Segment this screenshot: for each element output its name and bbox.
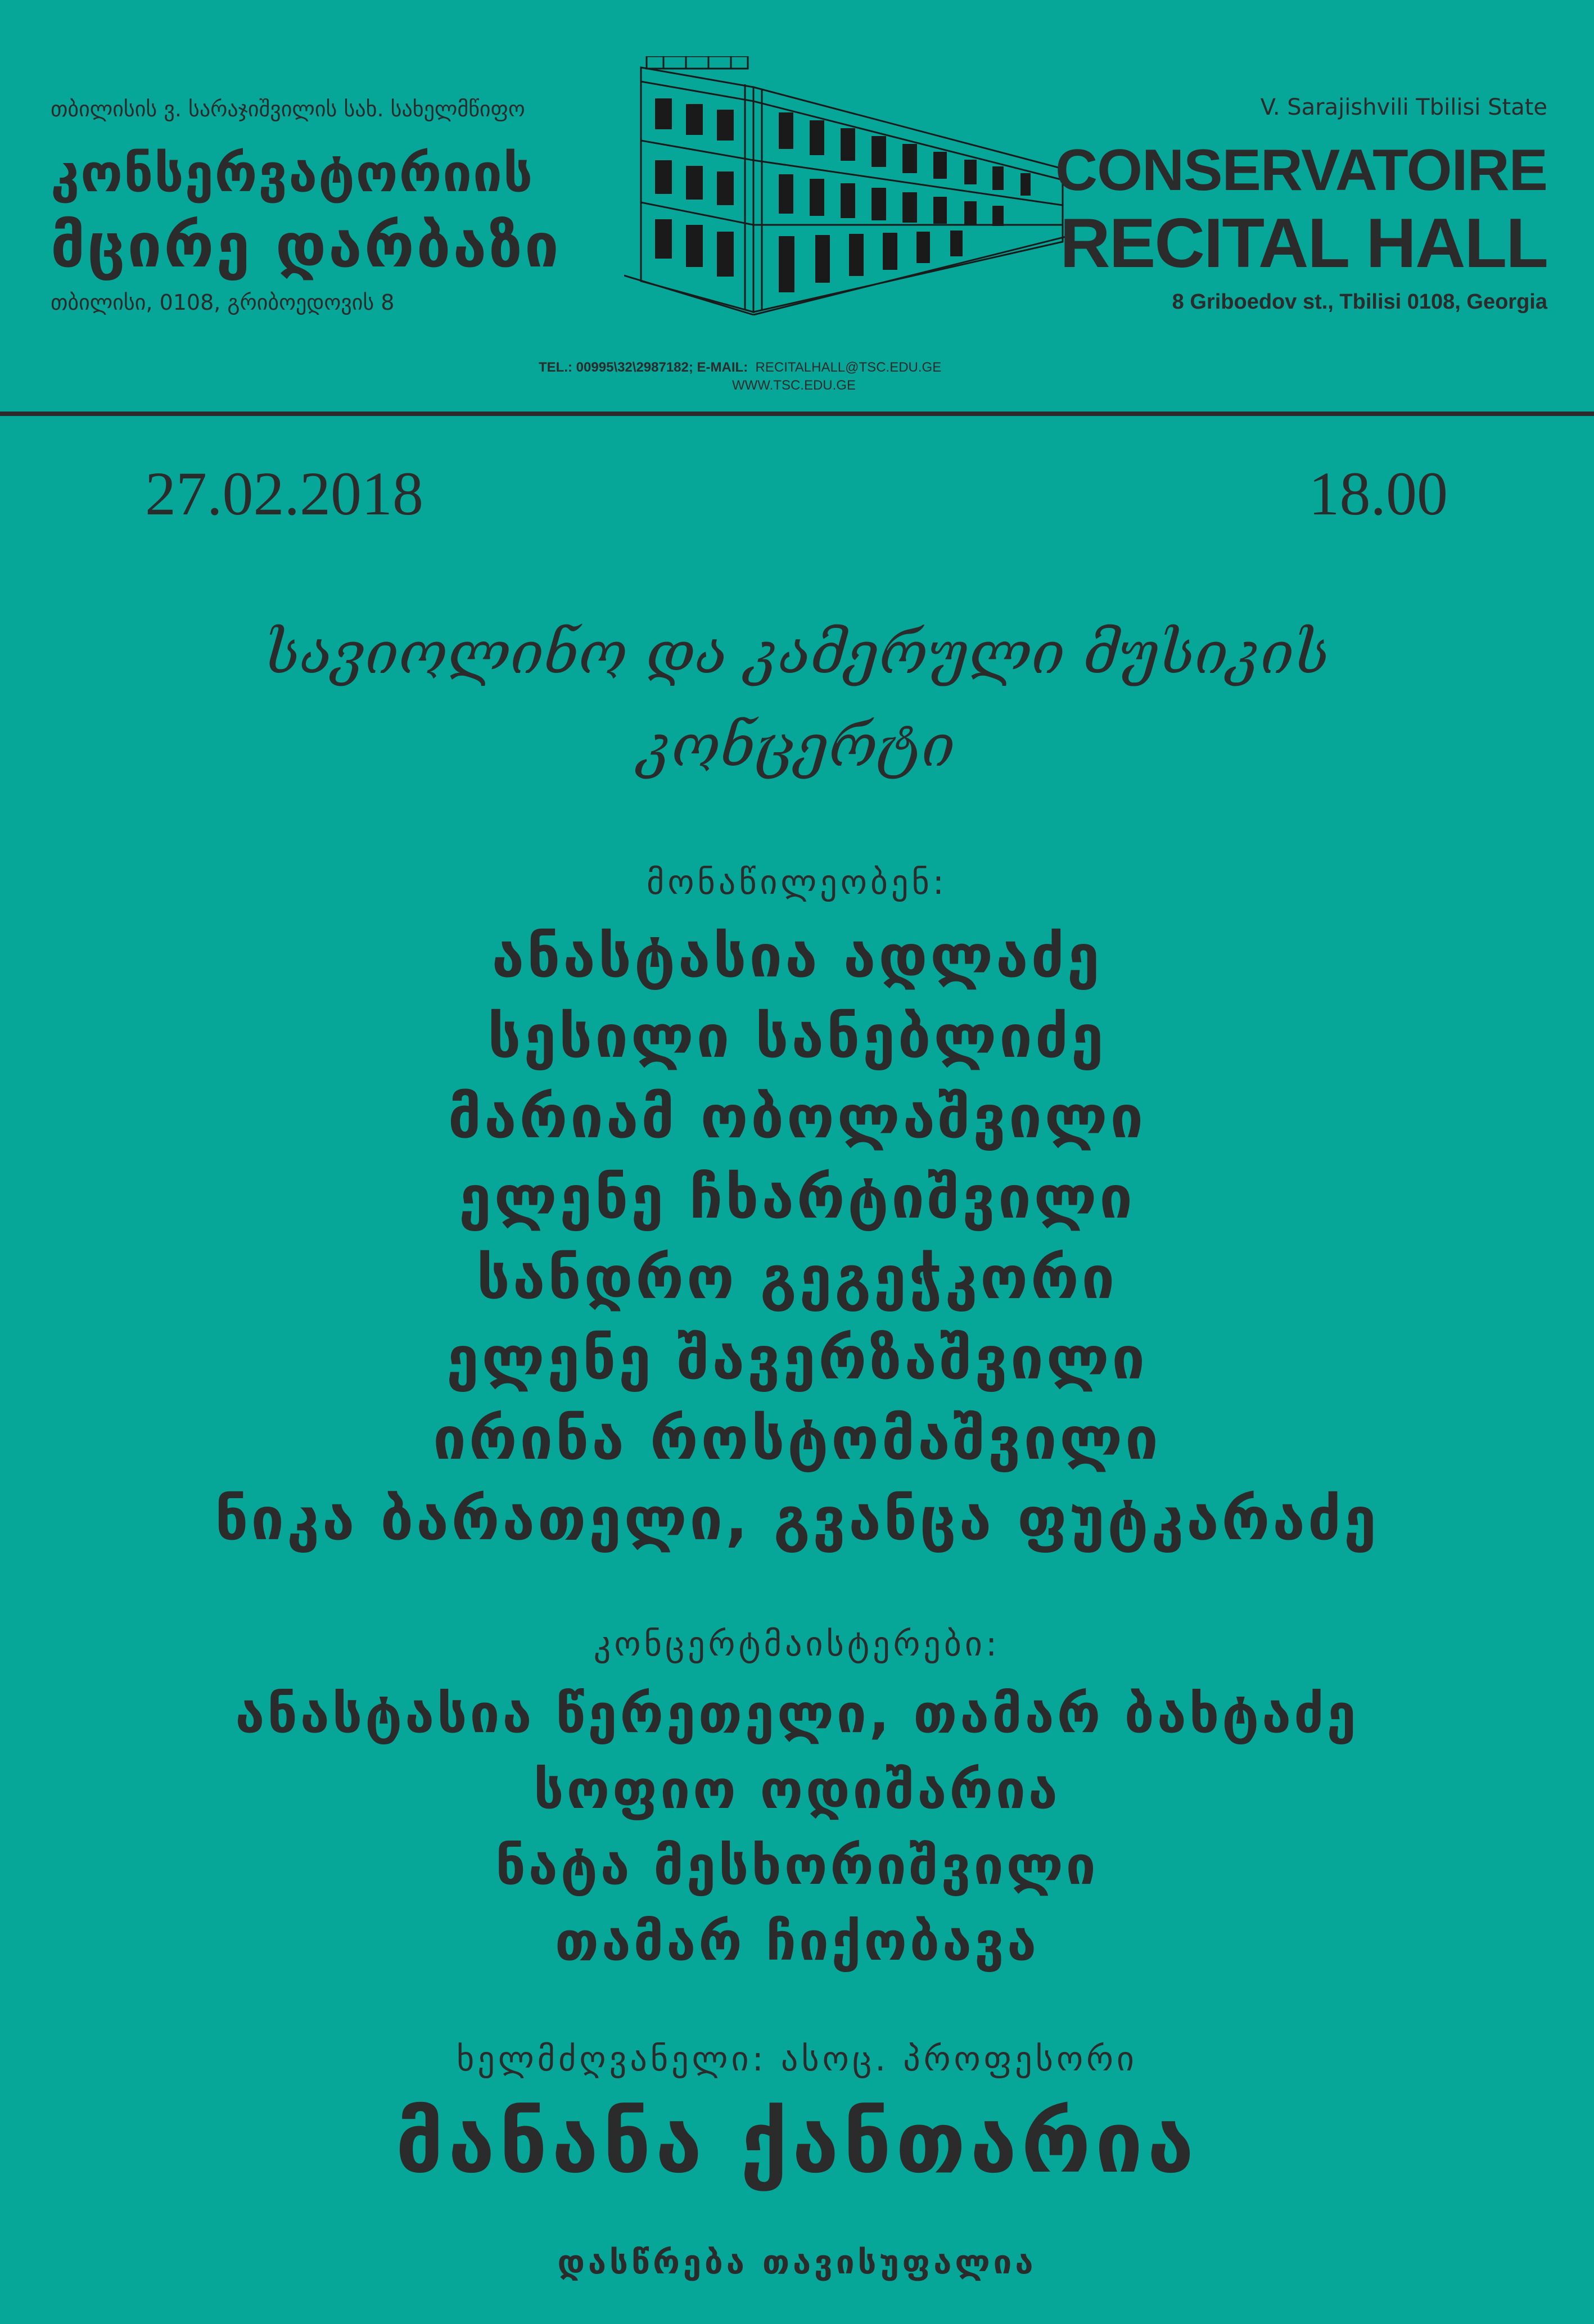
- participant-name: ელენე შავერზაშვილი: [446, 1324, 1148, 1392]
- header-divider: [0, 412, 1594, 416]
- director-name: მანანა ქანთარია: [395, 2094, 1199, 2192]
- website: WWW.TSC.EDU.GE: [732, 378, 856, 393]
- accompanist-name: თამარ ჩიქობავა: [554, 1911, 1040, 1973]
- header-ka-recital-hall: მცირე დარბაზი: [51, 211, 561, 281]
- event-title-line-1: სავიოლინო და კამერული მუსიკის: [264, 618, 1330, 687]
- header-en-address: 8 Griboedov st., Tbilisi 0108, Georgia: [1172, 290, 1547, 314]
- participant-name: ელენე ჩხარტიშვილი: [459, 1163, 1135, 1232]
- participant-name: მარიამ ობოლაშვილი: [448, 1083, 1146, 1151]
- accompanists-label: კონცერტმაისტერები:: [593, 1625, 1001, 1664]
- header-ka-address: თბილისი, 0108, გრიბოედოვის 8: [51, 290, 395, 315]
- email-value: RECITALHALL@TSC.EDU.GE: [755, 360, 942, 375]
- participant-name: სანდრო გეგეჭკორი: [476, 1244, 1118, 1312]
- admission-note: დასწრება თავისუფალია: [557, 2243, 1037, 2281]
- director-label: ხელმძღვანელი: ასოც. პროფესორი: [457, 2040, 1137, 2079]
- header-en-institution-line: V. Sarajishvili Tbilisi State: [1260, 94, 1547, 120]
- event-title-line-2: კონცერტი: [639, 711, 955, 780]
- participant-name: ანასტასია ადლაძე: [491, 922, 1103, 991]
- accompanist-name: ნატა მესხორიშვილი: [495, 1835, 1099, 1897]
- header-ka-institution-line: თბილისის ვ. სარაჯიშვილის სახ. სახელმწიფო: [51, 97, 525, 121]
- header-en-conservatoire: CONSERVATOIRE: [1055, 138, 1547, 203]
- tel-value: 00995\32\2987182;: [576, 360, 693, 375]
- tel-label: TEL.:: [539, 360, 572, 375]
- accompanist-name: სოფიო ოდიშარია: [534, 1760, 1060, 1821]
- accompanist-name: ანასტასია წერეთელი, თამარ ბახტაძე: [235, 1684, 1359, 1745]
- contact-line: [539, 360, 941, 376]
- event-date: 27.02.2018: [145, 459, 423, 528]
- participants-label: მონაწილეობენ:: [646, 863, 948, 902]
- conservatoire-building-icon: [624, 56, 1068, 320]
- participant-name: ნიკა ბარათელი, გვანცა ფუტკარაძე: [215, 1485, 1379, 1553]
- header-en-recital-hall: RECITAL HALL: [1060, 205, 1547, 282]
- header-ka-conservatoire: კონსერვატორიის: [51, 143, 534, 204]
- email-label: E-MAIL:: [697, 360, 748, 375]
- event-time: 18.00: [1308, 459, 1448, 528]
- participant-name: ირინა როსტომაშვილი: [433, 1404, 1161, 1473]
- participant-name: სესილი სანებლიძე: [487, 1002, 1107, 1071]
